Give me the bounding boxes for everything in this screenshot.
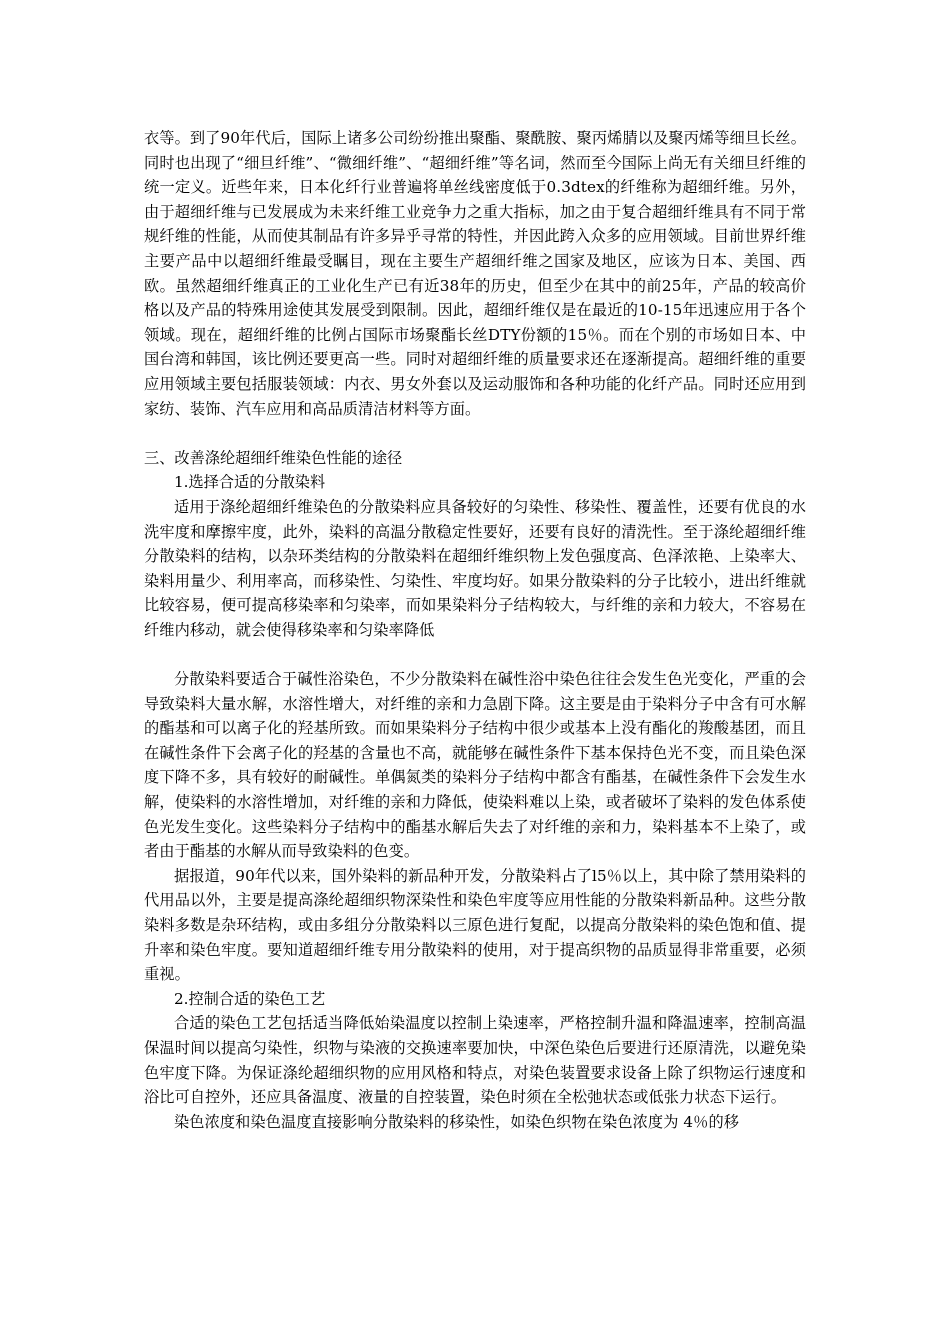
subheading-2: 2.控制合适的染色工艺 [174,989,326,1008]
paragraph-alkaline-bath: 分散染料要适合于碱性浴染色，不少分散染料在碱性浴中染色往往会发生色光变化，严重的会导致染料大量水解，水溶性增大，对纤维的亲和力急剧下降。这主要是由于染料分子中含有可水解的酯基和可以离子化的羟基所致。而如果染料分子结构中很少或基本上没有酯化的羧酸基团，而且在碱性条件下会离子化的羟基的含量也不高，就能够在碱性条件下基本保持色光不变，而且染色深度下降不多，具有较好的耐碱性。单偶氮类的染料分子结构中都含有酯基，在碱性条件下会发生水解，使染料的水溶性增加，对纤维的亲和力降低，使染料难以上染，或者破坏了染料的发色体系使色光发生变化。这些染料分子结构中的酯基水解后失去了对纤维的亲和力，染料基本不上染了，或者由于酯基的水解从而导致染料的色变。 [144,670,806,861]
paragraph-dye-selection: 适用于涤纶超细纤维染色的分散染料应具备较好的匀染性、移染性、覆盖性，还要有优良的水洗牢度和摩擦牢度，此外，染料的高温分散稳定性要好，还要有良好的清洗性。至于涤纶超细纤维分散染料的结构，以杂环类结构的分散染料在超细纤维织物上发色强度高、色泽浓艳、上染率大、染料用量少、利用率高，而移染性、匀染性、牢度均好。如果分散染料的分子比较小，进出纤维就比较容易，便可提高移染率和匀染率，而如果染料分子结构较大，与纤维的亲和力较大，不容易在纤维内移动，就会使得移染率和匀染率降低 [144,497,806,639]
paragraph-dye-process: 合适的染色工艺包括适当降低始染温度以控制上染速率，严格控制升温和降温速率，控制高温保温时间以提高匀染性，织物与染液的交换速率要加快，中深色染色后要进行还原清洗，以避免染色牢度下降。为保证涤纶超细织物的应用风格和特点，对染色装置要求设备上除了织物运行速度和浴比可自控外，还应具备温度、液量的自控装置，染色时须在全松弛状态或低张力状态下运行。 [144,1014,806,1107]
section-heading-3: 三、改善涤纶超细纤维染色性能的途径 [144,448,403,467]
spacer [144,421,806,446]
paragraph-intro: 衣等。到了90年代后，国际上诸多公司纷纷推出聚酯、聚酰胺、聚丙烯腈以及聚丙烯等细旦长丝。同时也出现了“细旦纤维”、“微细纤维”、“超细纤维”等名词，然而至今国际上尚无有关细旦纤维的统一定义。近些年来，日本化纤行业普遍将单丝线密度低于0.3dtex的纤维称为超细纤维。另外，由于超细纤维与已发展成为未来纤维工业竞争力之重大指标，加之由于复合超细纤维具有不同于常规纤维的性能，从而使其制品有许多异乎寻常的特性，并因此跨入众多的应用领域。目前世界纤维主要产品中以超细纤维最受瞩目，现在主要生产超细纤维之国家及地区，应该为日本、美国、西欧。虽然超细纤维真正的工业化生产已有近38年的历史，但至少在其中的前25年，产品的较高价格以及产品的特殊用途使其发展受到限制。因此，超细纤维仅是在最近的10-15年迅速应用于各个领域。现在，超细纤维的比例占国际市场聚酯长丝DTY份额的15％。而在个别的市场如日本、中国台湾和韩国，该比例还要更高一些。同时对超细纤维的质量要求还在逐渐提高。超细纤维的重要应用领域主要包括服装领域：内衣、男女外套以及运动服饰和各种功能的化纤产品。同时还应用到家纺、装饰、汽车应用和高品质清洁材料等方面。 [144,129,806,418]
spacer [144,642,806,667]
paragraph-new-dyes: 据报道，90年代以来，国外染料的新品种开发，分散染料占了l5％以上，其中除了禁用染料的代用品以外，主要是提高涤纶超细织物深染性和染色牢度等应用性能的分散染料新品种。这些分散染料多数是杂环结构，或由多组分分散染料以三原色进行复配，以提高分散染料的染色饱和值、提升率和染色牢度。要知道超细纤维专用分散染料的使用，对于提高织物的品质显得非常重要，必须重视。 [144,866,806,984]
subheading-1: 1.选择合适的分散染料 [174,473,326,492]
document-page [144,126,806,1134]
paragraph-dye-concentration: 染色浓度和染色温度直接影响分散染料的移染性，如染色织物在染色浓度为 4％的移 [174,1112,740,1131]
